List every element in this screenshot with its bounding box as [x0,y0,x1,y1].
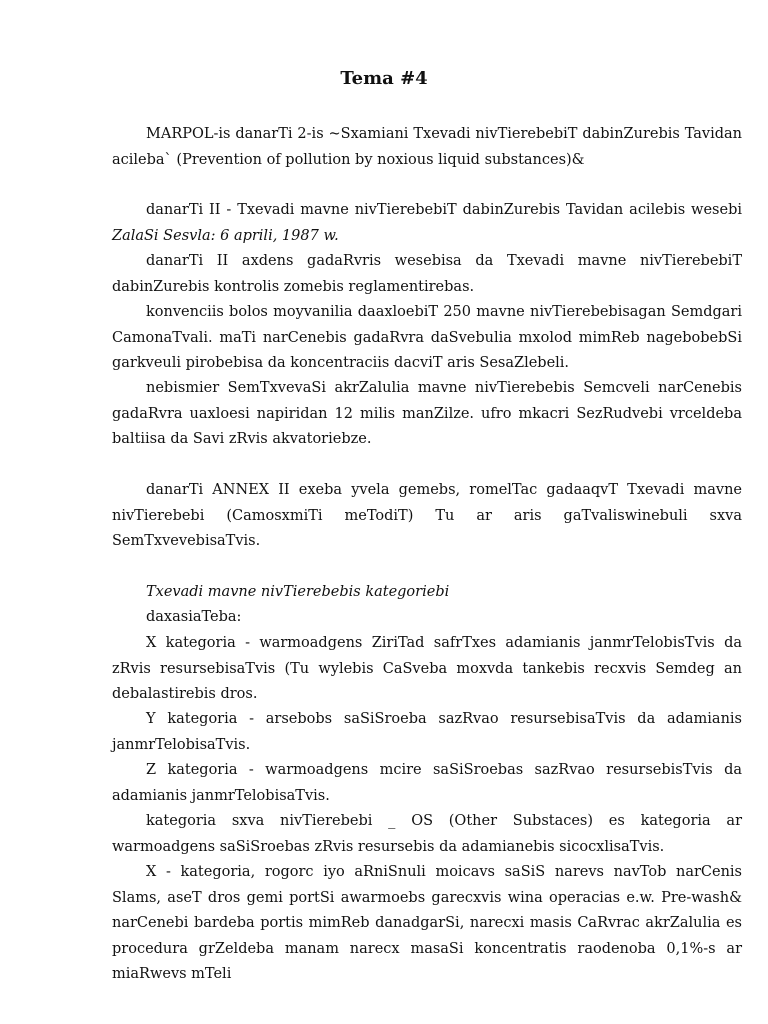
paragraph-category-x-prewash: X - kategoria, rogorc iyo aRniSnuli moicavs saSiS narevs navTob narCenis Slams, aseT dros gemi portSi awarmoebs garecxvis wina operacias e.w. Pre-wash& narCenebi bardeba portis mimReb danadgarSi, narecxi masis CaRvrac akrZalulia es procedura grZeldeba manam narecx masaSi koncentratis raodenoba 0,1%-s ar miaRwevs mTeli [112,864,742,982]
paragraph-category-z: Z kategoria - warmoadgens mcire saSiSroebas sazRvao resursebisTvis da adamianis janmrTelobisaTvis. [112,762,742,804]
paragraph-category-y: Y kategoria - arsebobs saSiSroeba sazRvao resursebisaTvis da adamianis janmrTelobisaTvis. [112,711,742,753]
paragraph-category-x: X kategoria - warmoadgens ZiriTad safrTxes adamianis janmrTelobisTvis da zRvis resursebisaTvis (Tu wylebis CaSveba moxvda tankebis recxvis Semdeg an debalastirebis dros. [112,635,742,702]
paragraph-annex-ii-rules [112,198,742,249]
page-title: Tema #4 [340,68,428,89]
paragraph-marpol-intro: MARPOL-is danarTi 2-is ~Sxamiani Txevadi nivTierebebiT dabinZurebis Tavidan acileba` (Prevention of pollution by noxious liquid substances)& [112,126,742,168]
entry-into-force-text: ZalaSi Sesvla: 6 aprili, 1987 w. [112,227,339,244]
paragraph-characteristics-label: daxasiaTeba: [146,609,242,625]
paragraph-text: danarTi II - Txevadi mavne nivTierebebiT dabinZurebis Tavidan acilebis wesebi [146,202,742,218]
paragraph-annex-ii-scope: danarTi ANNEX II exeba yvela gemebs, romelTac gadaaqvT Txevadi mavne nivTierebebi (CamosxmiTi meTodiT) Tu ar aris gaTvaliswinebuli sxva SemTxvevebisaTvis. [112,482,742,549]
section-heading-categories: Txevadi mavne nivTierebebis kategoriebi [146,584,450,600]
paragraph-category-os: kategoria sxva nivTierebebi _ OS (Other Substaces) es kategoria ar warmoadgens saSiSroebas zRvis resursebis da adamianebis sicocxlisaTvis. [112,813,742,855]
paragraph-discharge-prohibition: nebismier SemTxvevaSi akrZalulia mavne nivTierebebis Semcveli narCenebis gadaRvra uaxloesi napiridan 12 milis manZilze. ufro mkacri SezRudvebi vrceldeba baltiisa da Savi zRvis akvatoriebze. [112,380,742,447]
paragraph-discharge-regulation: danarTi II axdens gadaRvris wesebisa da Txevadi mavne nivTierebebiT dabinZurebis kontrolis zomebis reglamentirebas. [112,253,742,295]
paragraph-convention-list: konvenciis bolos moyvanilia daaxloebiT 250 mavne nivTierebebisagan Semdgari CamonaTvali. maTi narCenebis gadaRvra daSvebulia mxolod mimReb nagebobebSi garkveuli pirobebisa da koncentraciis dacviT aris SesaZlebeli. [112,304,742,371]
